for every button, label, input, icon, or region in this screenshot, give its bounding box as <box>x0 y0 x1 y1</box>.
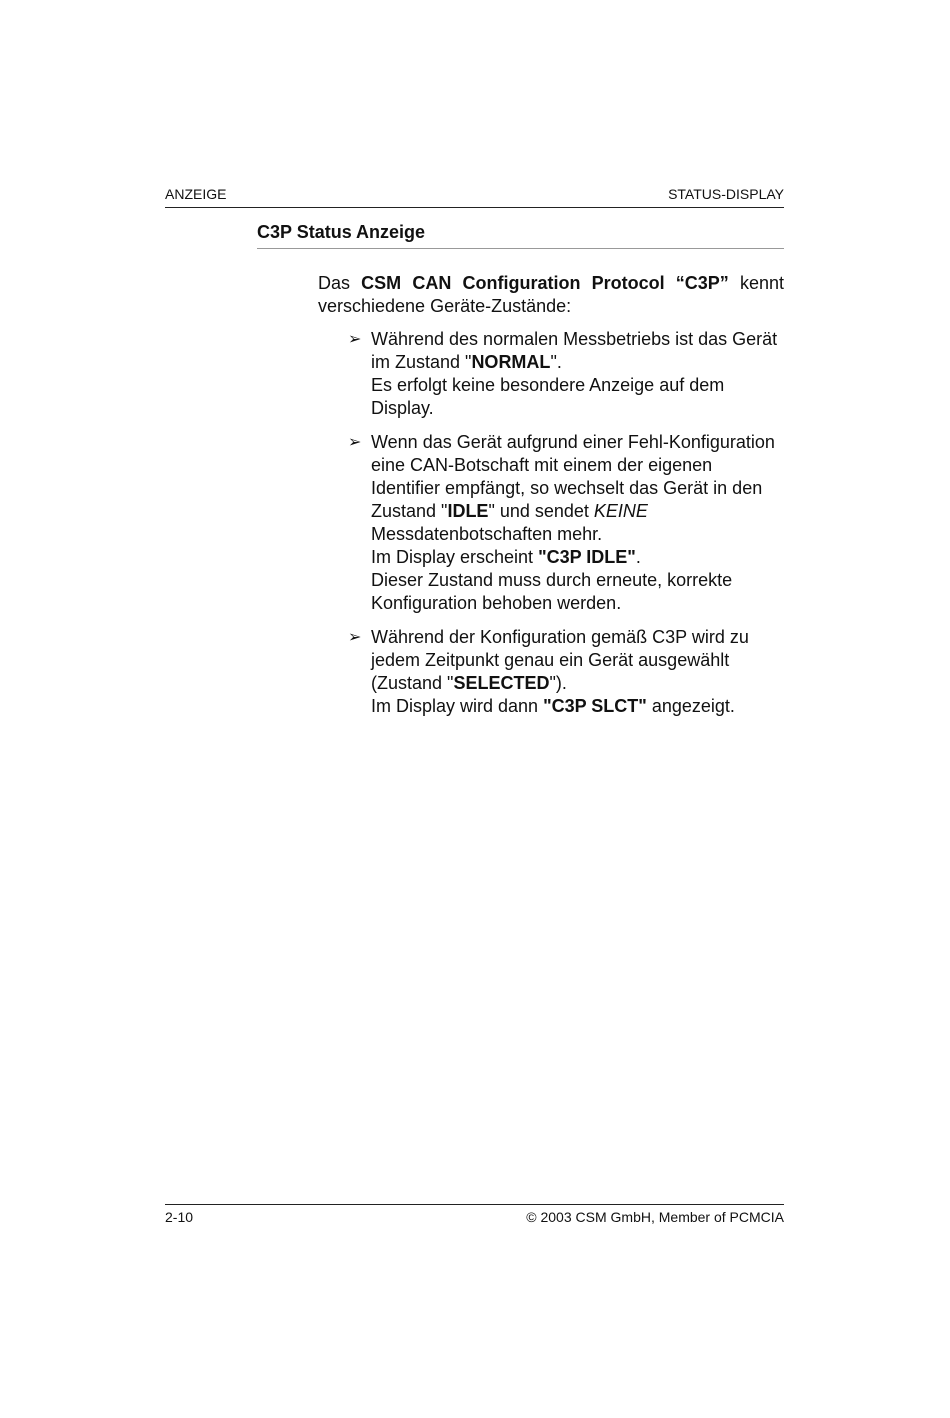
display-idle: "C3P IDLE" <box>538 547 636 567</box>
text: Im Display erscheint <box>371 547 539 567</box>
arrow-bullet-icon: ➢ <box>348 629 362 646</box>
page-footer <box>165 1204 784 1227</box>
section-title: C3P Status Anzeige <box>257 222 784 249</box>
bullet-text: Dieser Zustand muss durch erneute, korrekte Konfiguration behoben werden. <box>371 570 733 613</box>
copyright: © 2003 CSM GmbH, Member of PCMCIA <box>526 1209 784 1225</box>
text: " und sendet <box>488 501 594 521</box>
bullet-text <box>371 431 784 546</box>
intro-text: Das <box>318 273 362 293</box>
state-idle: IDLE <box>447 501 489 521</box>
text: ". <box>550 352 562 372</box>
text: "). <box>549 673 567 693</box>
list-item-idle <box>318 431 784 615</box>
status-list <box>318 328 784 718</box>
arrow-bullet-icon: ➢ <box>348 434 362 451</box>
state-normal: NORMAL <box>471 352 551 372</box>
text: Im Display wird dann <box>371 696 544 716</box>
intro-text-end: kennt verschiedene Geräte-Zustände: <box>318 273 784 316</box>
text: angezeigt. <box>646 696 735 716</box>
header-chapter: ANZEIGE <box>165 186 227 202</box>
state-selected: SELECTED <box>453 673 550 693</box>
list-item-normal <box>318 328 784 420</box>
intro-paragraph <box>318 272 784 318</box>
header-section: STATUS-DISPLAY <box>668 186 784 202</box>
page-number: 2-10 <box>165 1209 194 1225</box>
bullet-text: Es erfolgt keine besondere Anzeige auf dem Display. <box>371 375 725 418</box>
emphasis-keine: KEINE <box>593 501 648 521</box>
protocol-name: CSM CAN Configuration Protocol “C3P” <box>361 273 729 293</box>
bullet-text <box>371 546 784 569</box>
page-header <box>165 185 784 208</box>
list-item-selected <box>318 626 784 718</box>
text: (Zustand " <box>371 673 454 693</box>
text: Wenn das Gerät aufgrund einer Fehl-Konfiguration eine CAN-Botschaft mit einem der eigenen Identifier empfängt, so wechselt das Gerät in den Zustand " <box>371 432 775 521</box>
arrow-bullet-icon: ➢ <box>348 331 362 348</box>
text: Messdatenbotschaften mehr. <box>371 524 603 544</box>
content-body <box>318 272 784 729</box>
bullet-text <box>371 695 784 718</box>
bullet-text <box>371 328 784 374</box>
bullet-text <box>371 672 784 695</box>
display-slct: "C3P SLCT" <box>543 696 647 716</box>
text: . <box>635 547 641 567</box>
bullet-text: Während der Konfiguration gemäß C3P wird zu jedem Zeitpunkt genau ein Gerät ausgewählt <box>371 627 749 670</box>
text: Während des normalen Messbetriebs ist das Gerät im Zustand " <box>371 329 778 372</box>
